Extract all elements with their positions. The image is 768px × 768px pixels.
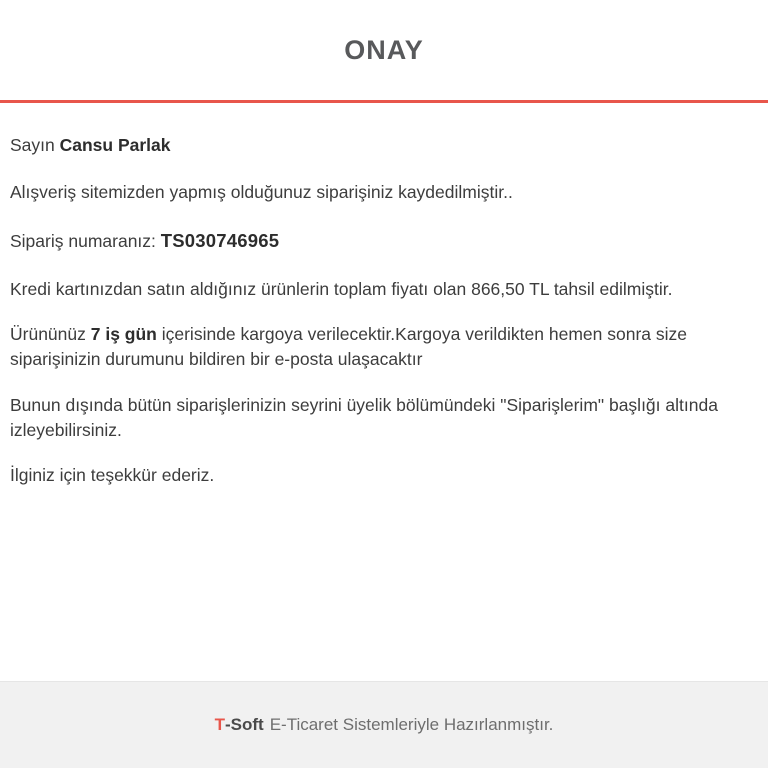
payment-amount: 866,50 TL [471,278,549,299]
greeting-prefix: Sayın [10,135,60,155]
footer-note: E-Ticaret Sistemleriyle Hazırlanmıştır. [269,715,554,734]
email-header [0,0,768,100]
brand-t-mark: T [214,715,225,734]
shipping-suffix: içerisinde kargoya verilecektir.Kargoya verildikten hemen sonra size siparişinizin durumunu bildiren bir e-posta ulaşacaktır [10,323,687,370]
order-number-label: Sipariş numaranız: [10,230,161,251]
thanks-line: İlginiz için teşekkür ederiz. [10,465,215,486]
brand-soft-mark: -Soft [224,715,264,734]
payment-prefix: Kredi kartınızdan satın aldığınız ürünlerin toplam fiyatı olan [10,278,472,299]
payment-suffix: tahsil edilmiştir. [548,278,673,299]
greeting-line [10,133,750,158]
shipping-line [10,322,750,373]
shipping-prefix: Ürününüz [10,323,91,344]
order-number-value: TS030746965 [160,229,280,251]
payment-line [10,277,750,302]
order-number-line [10,228,750,255]
email-body [0,103,768,681]
customer-name: Cansu Parlak [59,135,171,155]
page-title: ONAY [344,34,424,65]
order-saved-line: Alışveriş sitemizden yapmış olduğunuz siparişiniz kaydedilmiştir.. [10,182,513,203]
email-footer [0,681,768,768]
shipping-days: 7 iş gün [90,323,157,344]
orders-info-line: Bunun dışında bütün siparişlerinizin seyrini üyelik bölümündeki "Siparişlerim" başlığı altında izleyebilirsiniz. [10,394,718,441]
footer-branding [215,715,554,735]
